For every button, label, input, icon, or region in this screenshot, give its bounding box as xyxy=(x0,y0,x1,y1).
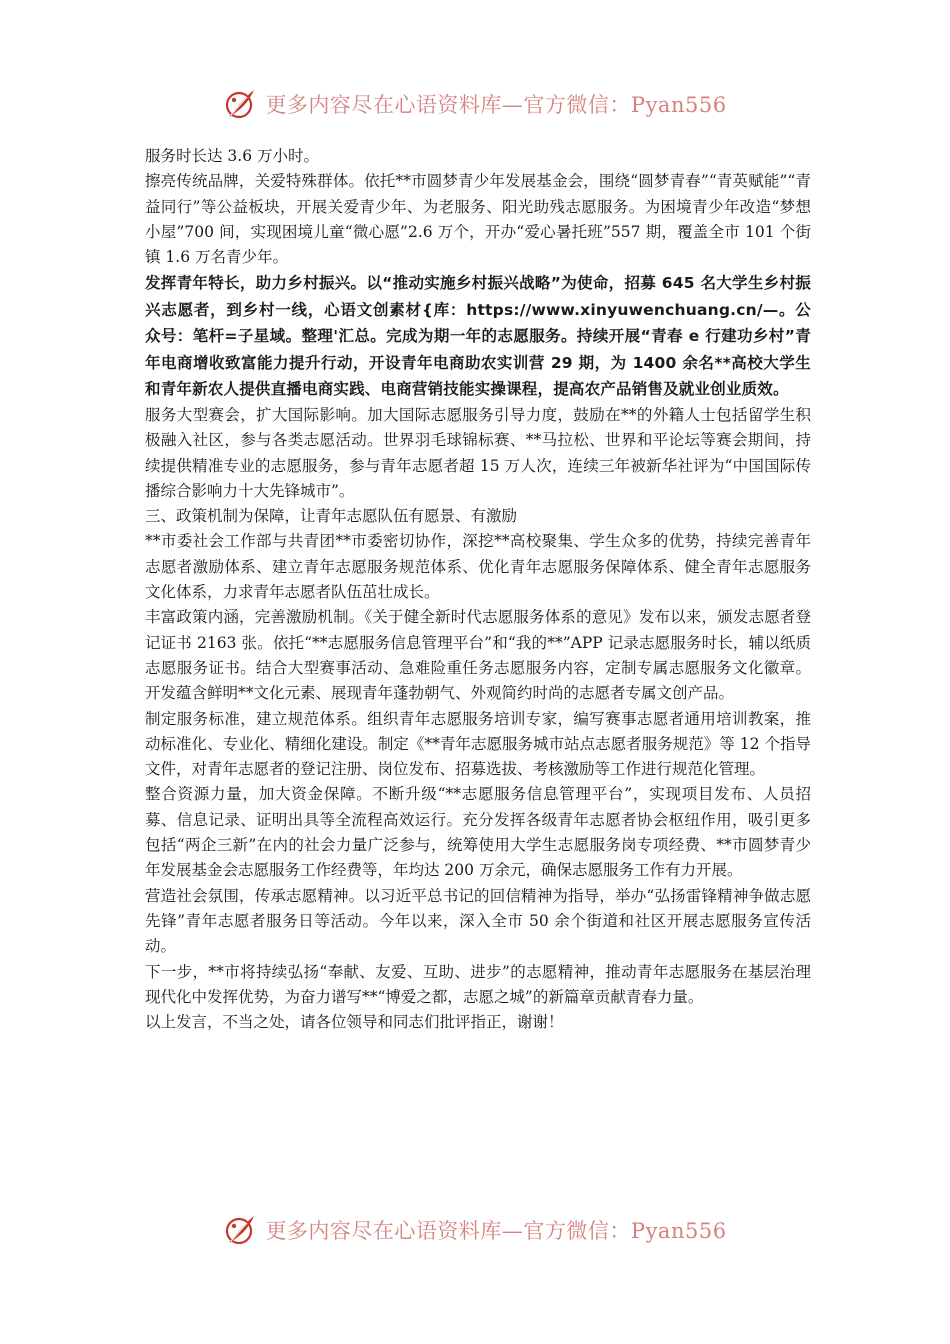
paragraph-major-events: 服务大型赛会，扩大国际影响。加大国际志愿服务引导力度，鼓励在**的外籍人士包括留学生积极融入社区，参与各类志愿活动。世界羽毛球锦标赛、**马拉松、世界和平论坛等赛会期间，持续提供精准专业的志愿服务，参与青年志愿者超 15 万人次，连续三年被新华社评为“中国国际传播综合影响力十大先锋城市”。 xyxy=(145,405,811,500)
paragraph-funding: 整合资源力量，加大资金保障。不断升级“**志愿服务信息管理平台”，实现项目发布、人员招募、信息记录、证明出具等全流程高效运行。充分发挥各级青年志愿者协会枢纽作用，吸引更多包括“两企三新”在内的社会力量广泛参与，统筹使用大学生志愿服务岗专项经费、**市圆梦青少年发展基金会志愿服务工作经费等，年均达 200 万余元，确保志愿服务工作有力开展。 xyxy=(145,785,811,880)
quill-pen-logo-icon xyxy=(223,1213,257,1247)
footer-banner-text: 更多内容尽在心语资料库—官方微信：Pyan556 xyxy=(265,1219,727,1243)
footer-banner xyxy=(0,1210,950,1250)
paragraph-closing: 以上发言，不当之处，请各位领导和同志们批评指正，谢谢！ xyxy=(145,1013,564,1032)
paragraph-atmosphere: 营造社会氛围，传承志愿精神。以习近平总书记的回信精神为指导，举办“弘扬雷锋精神争做志愿先锋”青年志愿者服务日等活动。今年以来，深入全市 50 余个街道和社区开展志愿服务宣传活动。 xyxy=(145,886,811,956)
header-banner-text: 更多内容尽在心语资料库—官方微信：Pyan556 xyxy=(265,93,727,117)
paragraph-incentives: 丰富政策内涵，完善激励机制。《关于健全新时代志愿服务体系的意见》发布以来，颁发志愿者登记证书 2163 张。依托“**志愿服务信息管理平台”和“我的**”APP 记录志愿服务时长，辅以纸质志愿服务证书。结合大型赛事活动、急难险重任务志愿服务内容，定制专属志愿服务文化徽章。开发蕴含鲜明**文化元素、展现青年蓬勃朝气、外观简约时尚的志愿者专属文创产品。 xyxy=(145,608,811,703)
paragraph-standards: 制定服务标准，建立规范体系。组织青年志愿服务培训专家，编写赛事志愿者通用培训教案，推动标准化、专业化、精细化建设。制定《**青年志愿服务城市站点志愿者服务规范》等 12 个指导文件，对青年志愿者的登记注册、岗位发布、招募选拔、考核激励等工作进行规范化管理。 xyxy=(145,709,811,779)
paragraph-traditional-brand: 擦亮传统品牌，关爱特殊群体。依托**市圆梦青少年发展基金会，围绕“圆梦青春”“青英赋能”“青益同行”等公益板块，开展关爱青少年、为老服务、阳光助残志愿服务。为困境青少年改造“梦想小屋”700 间，实现困境儿童“微心愿”2.6 万个，开办“爱心暑托班”557 期，覆盖全市 101 个街镇 1.6 万名青少年。 xyxy=(145,172,811,267)
paragraph-rural-revitalization: 发挥青年特长，助力乡村振兴。以“推动实施乡村振兴战略”为使命，招募 645 名大学生乡村振兴志愿者，到乡村一线，心语文创素材{库：https://www.xinyuwenchuang.cn/—。公众号：笔杆=子星域。整理'汇总。完成为期一年的志愿服务。持续开展“青春 e 行建功乡村”青年电商增收致富能力提升行动，开设青年电商助农实训营 29 期，为 1400 余名**高校大学生和青年新农人提供直播电商实践、电商营销技能实操课程，提高农产品销售及就业创业质效。 xyxy=(145,274,811,399)
header-banner xyxy=(0,84,950,124)
paragraph-next-steps: 下一步，**市将持续弘扬“奉献、友爱、互助、进步”的志愿精神，推动青年志愿服务在基层治理现代化中发挥优势，为奋力谱写**“博爱之都，志愿之城”的新篇章贡献青春力量。 xyxy=(145,962,811,1006)
quill-pen-logo-icon xyxy=(223,87,257,121)
document-body xyxy=(145,144,811,1035)
paragraph-collaboration: **市委社会工作部与共青团**市委密切协作，深挖**高校聚集、学生众多的优势，持续完善青年志愿者激励体系、建立青年志愿服务规范体系、优化青年志愿服务保障体系、健全青年志愿服务文化体系，力求青年志愿者队伍茁壮成长。 xyxy=(145,532,811,602)
paragraph-service-hours: 服务时长达 3.6 万小时。 xyxy=(145,147,320,165)
section-heading-policy: 三、政策机制为保障，让青年志愿队伍有愿景、有激励 xyxy=(145,507,518,526)
